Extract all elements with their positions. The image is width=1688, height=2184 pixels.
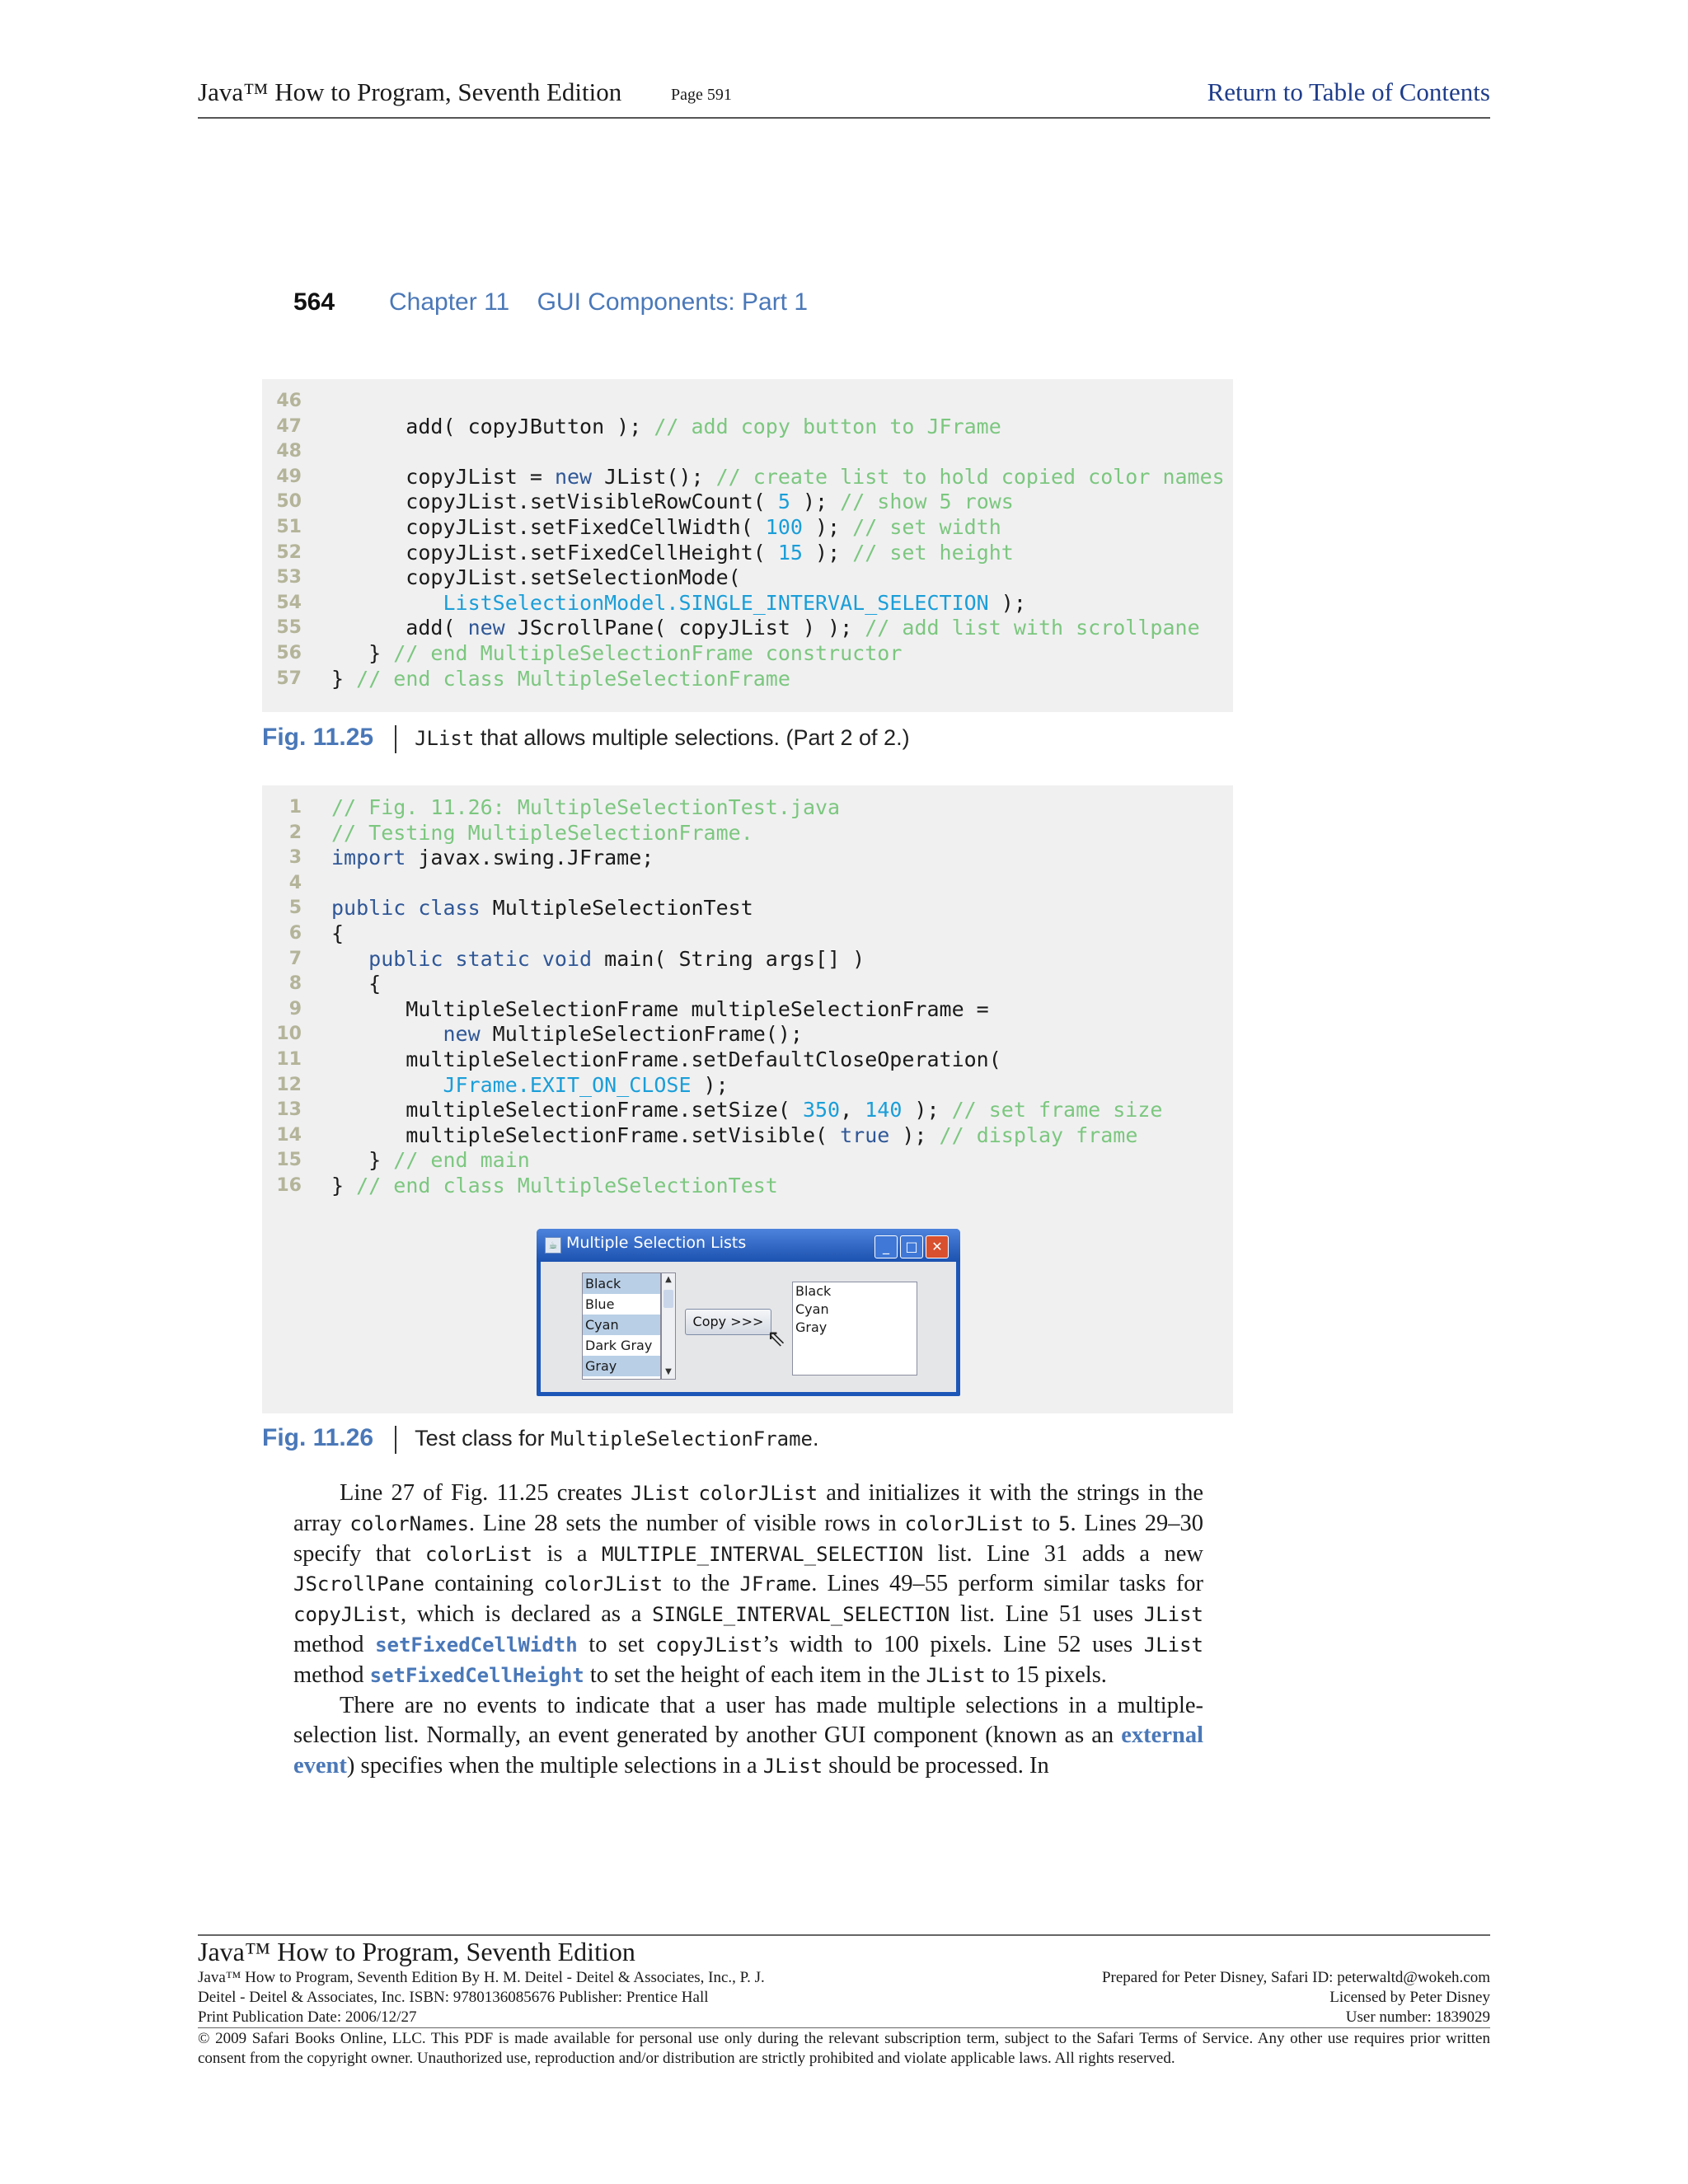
code-token: ); [790, 490, 841, 514]
code-term: colorJList [698, 1482, 818, 1505]
code-term: JScrollPane [293, 1572, 424, 1596]
code-comment: // Fig. 11.26: MultipleSelectionTest.java [331, 795, 841, 819]
text: ’s width to 100 pixels. Line 52 uses [762, 1631, 1144, 1657]
code-line [262, 972, 1233, 997]
code-keyword: public class [331, 896, 481, 921]
code-line [262, 846, 1233, 871]
code-token: JList(); [592, 464, 716, 489]
code-token: MultipleSelectionTest [480, 896, 753, 921]
line-number: 55 [276, 617, 302, 639]
code-line [262, 921, 1233, 947]
caption-divider [395, 725, 396, 753]
line-number: 13 [276, 1099, 302, 1121]
code-text [331, 947, 865, 972]
chapter-heading [389, 288, 808, 316]
code-term: JList [1143, 1633, 1203, 1657]
code-line [262, 465, 1233, 490]
line-number: 52 [276, 541, 302, 563]
code-token: MultipleSelectionFrame multipleSelectionFrame = [331, 996, 989, 1021]
code-comment: // show 5 rows [840, 490, 1014, 514]
code-literal: ListSelectionModel.SINGLE_INTERVAL_SELECTION [443, 590, 989, 615]
chapter-label: Chapter 11 [389, 288, 510, 316]
window-title: Multiple Selection Lists [566, 1234, 747, 1252]
line-number: 14 [276, 1124, 302, 1146]
code-token [331, 947, 368, 971]
footer-license-info [1102, 1968, 1490, 2027]
code-line [262, 1174, 1233, 1199]
code-comment: // end MultipleSelectionFrame constructor [393, 640, 903, 665]
code-keyword: import [331, 846, 406, 870]
line-number: 53 [276, 567, 302, 588]
code-text [331, 1098, 1162, 1123]
line-number: 49 [276, 466, 302, 487]
text: There are no events to indicate that a user has made multiple selections in a multiple-selection list. Normally, an event generated by another GUI component (known as an [293, 1692, 1203, 1749]
code-line [262, 616, 1233, 641]
code-token [331, 1073, 443, 1097]
return-to-toc-link[interactable]: Return to Table of Contents [1207, 77, 1490, 106]
line-number: 15 [276, 1150, 302, 1171]
code-term: 5 [1058, 1511, 1071, 1535]
body-paragraph-2 [293, 1691, 1203, 1782]
code-line [262, 591, 1233, 616]
code-comment: // set height [852, 540, 1014, 565]
mouse-pointer-icon: ⇖ [767, 1324, 786, 1352]
code-text [331, 795, 840, 821]
footer-title: Java™ How to Program, Seventh Edition [198, 1937, 635, 1966]
line-number: 50 [276, 491, 302, 513]
code-token: } [331, 666, 357, 691]
figure-label: Fig. 11.25 [262, 724, 374, 751]
code-text [331, 667, 790, 692]
code-text [331, 1047, 1001, 1073]
footer-line: User number: 1839029 [1345, 2008, 1490, 2026]
code-token: ); [988, 590, 1026, 615]
code-token: } [331, 640, 394, 665]
line-number: 16 [276, 1174, 302, 1196]
line-number: 11 [276, 1048, 302, 1070]
scrollbar-thumb[interactable] [663, 1290, 673, 1308]
code-text [331, 616, 1200, 641]
line-number: 4 [288, 872, 302, 893]
code-keyword: public static void [368, 946, 593, 971]
code-term: colorList [424, 1542, 532, 1566]
code-text [331, 591, 1026, 616]
code-text [331, 641, 902, 667]
line-number: 7 [288, 948, 302, 969]
color-list-item[interactable]: Blue [585, 1296, 615, 1312]
text [690, 1480, 698, 1506]
code-token: } [331, 1148, 394, 1173]
scroll-down-arrow-icon[interactable]: ▼ [665, 1367, 672, 1376]
text: should be processed. In [823, 1753, 1049, 1779]
text: to 15 pixels. [985, 1661, 1107, 1688]
code-text [331, 1148, 530, 1174]
code-lines [262, 795, 1233, 1199]
code-token: { [331, 921, 345, 945]
line-number: 2 [288, 822, 302, 843]
code-token: { [331, 972, 382, 996]
copy-button[interactable]: Copy >>> [685, 1309, 771, 1335]
code-line [262, 821, 1233, 846]
text: . Lines 49–55 perform similar tasks for [811, 1571, 1203, 1597]
code-token [331, 1022, 443, 1046]
code-line [262, 947, 1233, 972]
code-literal: 100 [765, 514, 803, 539]
line-number: 48 [276, 441, 302, 462]
key-term: setFixedCellHeight [369, 1663, 584, 1687]
window-title-bar [537, 1229, 960, 1262]
code-line [262, 439, 1233, 465]
code-text [331, 541, 1014, 566]
line-number: 8 [288, 973, 302, 995]
code-comment: // end class MultipleSelectionTest [356, 1173, 778, 1197]
code-literal: 140 [865, 1098, 903, 1122]
code-token: copyJList.setFixedCellWidth( [331, 514, 766, 539]
code-line [262, 515, 1233, 541]
code-text [331, 896, 753, 921]
code-token: copyJList.setSelectionMode( [331, 565, 741, 590]
code-line [262, 1148, 1233, 1174]
code-listing-fig-11-25 [262, 379, 1233, 712]
text: to set the height of each item in the [584, 1661, 926, 1688]
text: is a [532, 1540, 603, 1567]
code-term: SINGLE_INTERVAL_SELECTION [652, 1603, 950, 1627]
code-literal: 15 [777, 540, 803, 565]
code-token: ); [902, 1098, 952, 1122]
footer-line: Print Publication Date: 2006/12/27 [198, 2008, 417, 2026]
code-token: multipleSelectionFrame.setVisible( [331, 1122, 841, 1147]
code-comment: // add list with scrollpane [865, 616, 1200, 640]
code-literal: JFrame.EXIT_ON_CLOSE [443, 1072, 692, 1097]
code-term: JFrame [739, 1572, 812, 1596]
text: Line 27 of Fig. 11.25 creates [340, 1480, 631, 1506]
code-term: MULTIPLE_INTERVAL_SELECTION [602, 1542, 924, 1566]
code-token: ); [889, 1122, 940, 1147]
footer-rule [198, 2027, 1490, 2028]
code-line [262, 667, 1233, 692]
body-text [293, 1479, 1203, 1782]
key-term: external event [293, 1722, 1203, 1779]
header-book-title: Java™ How to Program, Seventh Edition [198, 77, 622, 106]
code-line [262, 415, 1233, 440]
caption-code-term: MultipleSelectionFrame [551, 1427, 814, 1451]
page-header [198, 76, 1490, 119]
code-line [262, 641, 1233, 667]
code-line [262, 490, 1233, 515]
code-comment: // add copy button to JFrame [654, 414, 1001, 438]
footer-line: Deitel - Deitel & Associates, Inc. ISBN: 9780136085676 Publisher: Prentice Hall [198, 1989, 709, 2006]
code-lines [262, 389, 1233, 691]
code-text [331, 1073, 729, 1099]
body-paragraph-1 [293, 1479, 1203, 1691]
multiple-selection-window [537, 1229, 960, 1396]
text: containing [424, 1571, 544, 1597]
footer-publication-info [198, 1968, 765, 2027]
text: method [293, 1631, 376, 1657]
line-number: 9 [288, 998, 302, 1019]
copied-list-item[interactable]: Gray [795, 1319, 828, 1335]
page-number: 564 [293, 288, 335, 316]
code-token: copyJList = [331, 464, 555, 489]
chapter-title: GUI Components: Part 1 [537, 288, 809, 316]
color-list-item[interactable]: Black [583, 1273, 660, 1294]
footer-rule [198, 1934, 1490, 1936]
code-line [262, 871, 1233, 897]
caption-text: that allows multiple selections. (Part 2 of 2.) [474, 725, 910, 750]
code-token: ); [802, 540, 853, 565]
code-literal: 350 [802, 1098, 841, 1122]
code-keyword: new [554, 464, 593, 489]
text: to set [577, 1631, 656, 1657]
line-number: 56 [276, 642, 302, 663]
code-token: MultipleSelectionFrame(); [480, 1022, 803, 1047]
line-number: 10 [276, 1024, 302, 1045]
code-text [331, 972, 381, 997]
code-line [262, 1098, 1233, 1123]
code-token: multipleSelectionFrame.setSize( [331, 1098, 803, 1122]
code-text [331, 1123, 1137, 1149]
close-icon[interactable]: ✕ [926, 1235, 949, 1258]
code-line [262, 541, 1233, 566]
code-line [262, 1123, 1233, 1149]
code-term: copyJList [655, 1633, 763, 1657]
code-text [331, 515, 1001, 541]
code-term: copyJList [293, 1603, 401, 1627]
line-number: 6 [288, 922, 302, 944]
line-number: 57 [276, 668, 302, 689]
code-term: JList [926, 1663, 986, 1687]
footer-copyright: © 2009 Safari Books Online, LLC. This PDF is made available for personal use only during the relevant subscription term, subject to the Safari Terms of Service. Any other use requires prior written consent from the copyright owner. Unauthorized use, reproduction and/or distribution are strictly prohibited and violate applicable laws. All rights reserved. [198, 2030, 1490, 2067]
code-text [331, 565, 741, 591]
code-token: ); [802, 514, 853, 539]
code-token: copyJList.setFixedCellHeight( [331, 540, 778, 565]
code-term: colorJList [543, 1572, 663, 1596]
code-term: JList [1143, 1603, 1203, 1627]
line-number: 54 [276, 592, 302, 613]
text: and initializes it with the strings in the array [293, 1480, 1203, 1536]
code-term: JList [762, 1755, 823, 1779]
code-keyword: true [840, 1122, 890, 1147]
window-content [541, 1262, 956, 1392]
code-text [331, 997, 989, 1023]
line-number: 5 [288, 898, 302, 919]
code-keyword: new [467, 616, 505, 640]
code-keyword: new [443, 1022, 481, 1047]
text: method [293, 1661, 370, 1688]
code-comment: // create list to hold copied color names [715, 464, 1225, 489]
line-number: 51 [276, 516, 302, 537]
code-term: colorJList [904, 1511, 1025, 1535]
code-term: colorNames [349, 1511, 469, 1535]
code-text [331, 465, 1225, 490]
text: . Lines 29–30 specify that [293, 1510, 1204, 1567]
color-list-scrollbar[interactable] [661, 1272, 676, 1380]
caption-text: Test class for [415, 1426, 551, 1451]
code-comment: // set frame size [951, 1098, 1163, 1122]
code-comment: // display frame [939, 1122, 1138, 1147]
code-text [331, 1022, 803, 1047]
text: list. Line 51 uses [950, 1601, 1144, 1628]
code-line [262, 1022, 1233, 1047]
code-line [262, 565, 1233, 591]
color-list[interactable] [582, 1272, 661, 1380]
code-text [331, 921, 344, 947]
color-list-item[interactable]: Cyan [583, 1315, 660, 1335]
java-cup-icon: ☕ [545, 1237, 561, 1254]
code-line [262, 896, 1233, 921]
code-comment: // end class MultipleSelectionFrame [356, 666, 790, 691]
scroll-up-arrow-icon[interactable]: ▲ [665, 1275, 672, 1284]
code-token: JScrollPane( copyJList ) ); [504, 616, 865, 640]
code-line [262, 997, 1233, 1023]
caption-code-term: JList [415, 727, 475, 750]
code-token: multipleSelectionFrame.setDefaultCloseOperation( [331, 1047, 1001, 1071]
code-token: ); [691, 1072, 729, 1097]
copied-list-item[interactable]: Black [795, 1283, 832, 1299]
text: list. Line 31 adds a new [923, 1540, 1203, 1567]
line-number: 12 [276, 1074, 302, 1095]
code-term: JList [631, 1482, 691, 1505]
code-token: javax.swing.JFrame; [406, 846, 654, 870]
code-token: add( copyJButton ); [331, 414, 654, 438]
code-line [262, 795, 1233, 821]
code-line [262, 389, 1233, 415]
caption-divider [395, 1426, 396, 1454]
figure-caption-11-26 [262, 1424, 819, 1454]
code-text [331, 1174, 778, 1199]
figure-label: Fig. 11.26 [262, 1424, 374, 1451]
code-comment: // Testing MultipleSelectionFrame. [331, 820, 753, 845]
maximize-icon[interactable]: □ [900, 1235, 923, 1258]
text: ) specifies when the multiple selections in a [346, 1753, 763, 1779]
code-line [262, 1047, 1233, 1073]
code-token: add( [331, 616, 468, 640]
code-text [331, 490, 1014, 515]
footer-line: Java™ How to Program, Seventh Edition By H. M. Deitel - Deitel & Associates, Inc., P. J. [198, 1969, 765, 1986]
color-list-item[interactable]: Gray [583, 1356, 660, 1376]
code-comment: // set width [852, 514, 1001, 539]
text: , which is declared as a [401, 1601, 653, 1628]
code-token [331, 591, 443, 615]
copied-list[interactable] [792, 1282, 917, 1376]
footer-line: Licensed by Peter Disney [1329, 1989, 1490, 2006]
copied-list-item[interactable]: Cyan [795, 1301, 829, 1317]
minimize-icon[interactable]: _ [874, 1235, 898, 1258]
footer-line: Prepared for Peter Disney, Safari ID: peterwaltd@wokeh.com [1101, 1969, 1490, 1986]
line-number: 1 [288, 797, 302, 818]
code-token: , [840, 1098, 865, 1122]
code-token: main( String args[] ) [592, 946, 865, 971]
code-text [331, 846, 654, 871]
code-token: } [331, 1173, 357, 1197]
text: to the [663, 1571, 740, 1597]
line-number: 46 [276, 391, 302, 411]
caption-end: . [813, 1426, 819, 1451]
line-number: 47 [276, 415, 302, 437]
text: . Line 28 sets the number of visible rows in [468, 1510, 905, 1536]
code-text [331, 821, 753, 846]
code-line [262, 1073, 1233, 1099]
code-literal: 5 [777, 490, 790, 514]
color-list-item[interactable]: Dark Gray [585, 1338, 653, 1353]
code-comment: // end main [393, 1148, 530, 1173]
header-page-label: Page 591 [671, 86, 732, 104]
code-token: copyJList.setVisibleRowCount( [331, 490, 778, 514]
text: to [1024, 1510, 1059, 1536]
key-term: setFixedCellWidth [375, 1633, 578, 1657]
figure-caption-11-25 [262, 724, 910, 753]
line-number: 3 [288, 847, 302, 869]
code-text [331, 415, 1001, 440]
